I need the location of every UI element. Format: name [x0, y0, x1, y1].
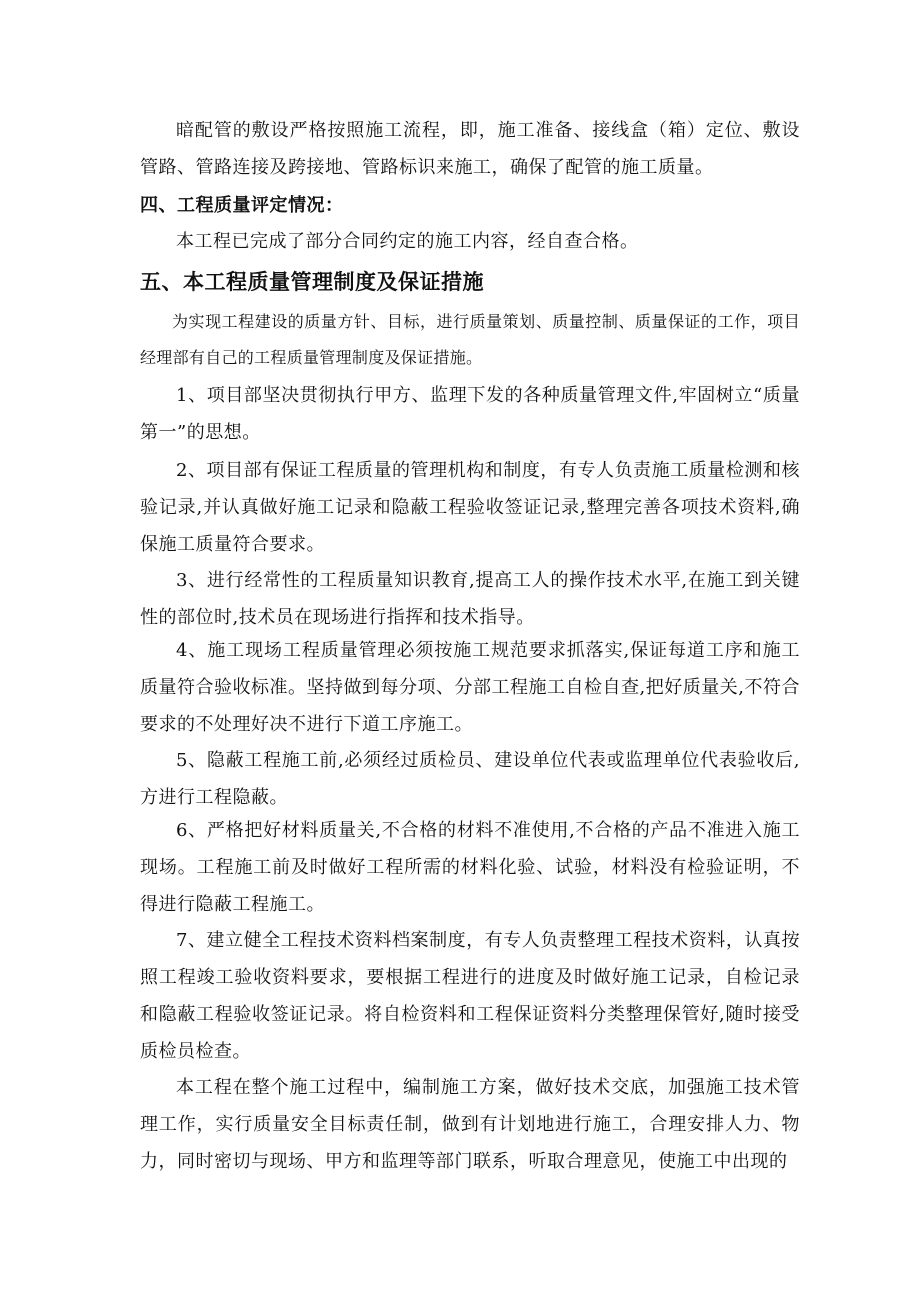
measure-item-5: 5、隐蔽工程施工前,必须经过质检员、建设单位代表或监理单位代表验收后,方进行工程隐蔽。: [140, 750, 800, 808]
section-four-heading: 四、工程质量评定情况：: [140, 195, 344, 216]
measure-item-6: 6、严格把好材料质量关,不合格的材料不准使用,不合格的产品不准进入施工现场。工程施工前及时做好工程所需的材料化验、试验，材料没有检验证明，不得进行隐蔽工程施工。: [140, 820, 800, 915]
measure-item-3-block: [140, 562, 800, 636]
intro-paragraph: 暗配管的敷设严格按照施工流程，即，施工准备、接线盒（箱）定位、敷设管路、管路连接及跨接地、管路标识来施工，确保了配管的施工质量。: [140, 120, 800, 178]
measure-item-7-block: [140, 922, 800, 1070]
measure-item-1: 1、项目部坚决贯彻执行甲方、监理下发的各种质量管理文件,牢固树立“质量第一”的思想。: [140, 385, 800, 443]
measure-item-7: 7、建立健全工程技术资料档案制度，有专人负责整理工程技术资料，认真按照工程竣工验收资料要求，要根据工程进行的进度及时做好施工记录，自检记录和隐蔽工程验收签证记录。将自检资料和工程保证资料分类整理保管好,随时接受质检员检查。: [140, 930, 800, 1062]
section-five-heading: 五、本工程质量管理制度及保证措施: [140, 270, 484, 294]
measure-item-2-block: [140, 452, 800, 563]
section-five-intro: 为实现工程建设的质量方针、目标，进行质量策划、质量控制、质量保证的工作，项目经理部有自己的工程质量管理制度及保证措施。: [140, 312, 800, 367]
closing-paragraph: 本工程在整个施工过程中，编制施工方案，做好技术交底，加强施工技术管理工作，实行质量安全目标责任制，做到有计划地进行施工，合理安排人力、物力，同时密切与现场、甲方和监理等部门联系，听取合理意见，使施工中出现的: [140, 1077, 800, 1172]
closing-paragraph-block: [140, 1069, 800, 1180]
measure-item-5-block: [140, 742, 800, 816]
section-four-heading-block: [140, 187, 800, 224]
measure-item-1-block: [140, 377, 800, 451]
intro-paragraph-block: [140, 112, 800, 186]
measure-item-4: 4、施工现场工程质量管理必须按施工规范要求抓落实,保证每道工序和施工质量符合验收标准。坚持做到每分项、分部工程施工自检自查,把好质量关,不符合要求的不处理好决不进行下道工序施工。: [140, 640, 800, 735]
measure-item-6-block: [140, 812, 800, 923]
section-five-heading-block: [140, 262, 800, 302]
section-four-paragraph: 本工程已完成了部分合同约定的施工内容，经自查合格。: [176, 231, 639, 252]
section-four-paragraph-block: [140, 223, 800, 260]
measure-item-4-block: [140, 632, 800, 743]
measure-item-2: 2、项目部有保证工程质量的管理机构和制度，有专人负责施工质量检测和核验记录,并认真做好施工记录和隐蔽工程验收签证记录,整理完善各项技术资料,确保施工质量符合要求。: [140, 460, 800, 555]
section-five-intro-block: [140, 304, 800, 376]
measure-item-3: 3、进行经常性的工程质量知识教育,提高工人的操作技术水平,在施工到关键性的部位时,技术员在现场进行指挥和技术指导。: [140, 570, 800, 628]
